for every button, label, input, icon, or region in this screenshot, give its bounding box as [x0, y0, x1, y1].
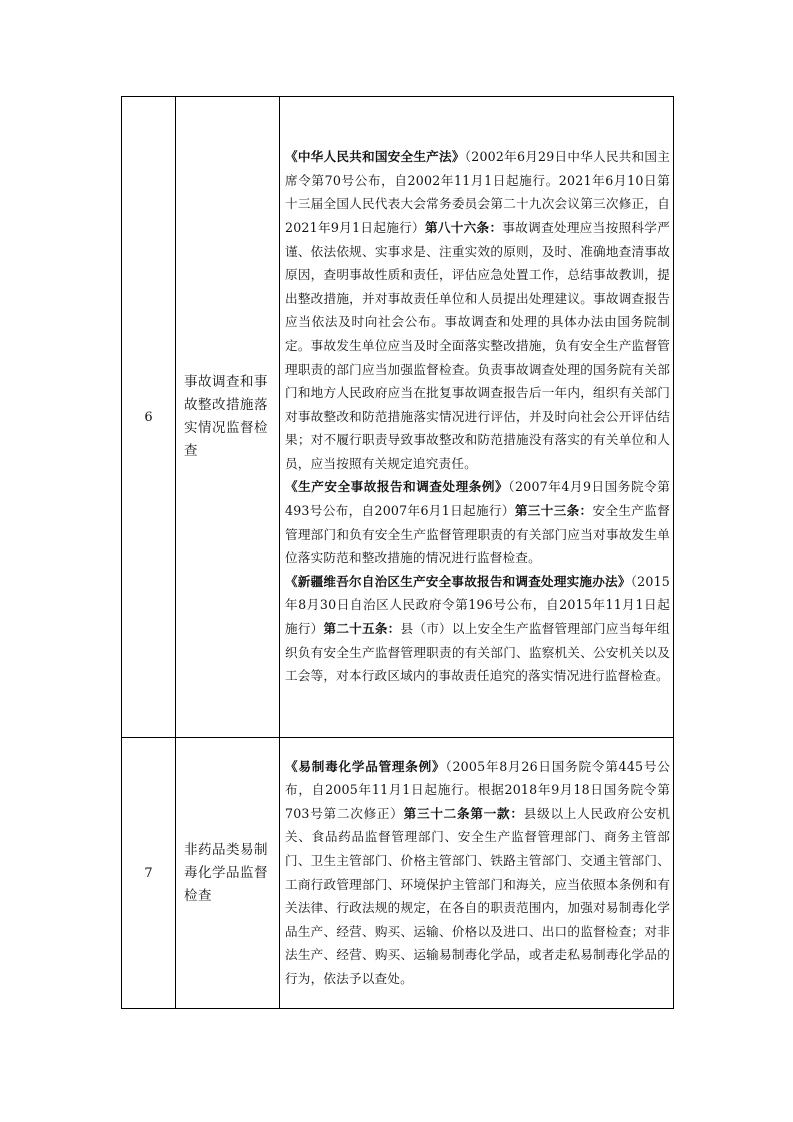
- article-text: 县（市）以上安全生产监督管理部门应当每年组织负有安全生产监督管理职责的有关部门、监察机关、公安机关以及工会等，对本行政区域内的事故责任追究的落实情况进行监督检查。: [285, 621, 671, 684]
- article-number: 第三十二条第一款：: [403, 805, 524, 821]
- law-title: 《中华人民共和国安全生产法》: [285, 149, 465, 165]
- inspection-item: 非药品类易制毒化学品监督检查: [176, 738, 280, 1009]
- law-title: 《生产安全事故报告和调查处理条例》: [285, 479, 509, 495]
- basis-paragraph: [285, 145, 670, 475]
- article-number: 第三十三条：: [514, 503, 593, 519]
- legal-basis: [280, 97, 674, 738]
- article-number: 第二十五条：: [323, 621, 401, 637]
- basis-paragraph: [285, 755, 670, 991]
- law-source: （2015年8月30日自治区人民政府令第196号公布，自2015年11月1日起施行）: [285, 573, 670, 637]
- law-source: （2007年4月9日国务院令第493号公布，自2007年6月1日起施行）: [285, 479, 670, 519]
- regulation-table: [121, 96, 674, 1009]
- row-number: 7: [122, 738, 176, 1009]
- article-number: 第八十六条：: [424, 219, 503, 235]
- law-title: 《新疆维吾尔自治区生产安全事故报告和调查处理实施办法》: [285, 573, 631, 589]
- inspection-item: 事故调查和事故整改措施落实情况监督检查: [176, 97, 280, 738]
- row-number: 6: [122, 97, 176, 738]
- law-title: 《易制毒化学品管理条例》: [285, 758, 446, 774]
- legal-basis: [280, 738, 674, 1009]
- basis-paragraph: [285, 475, 670, 569]
- table-row: [122, 738, 674, 1009]
- table-row: [122, 97, 674, 738]
- article-text: 县级以上人民政府公安机关、食品药品监督管理部门、安全生产监督管理部门、商务主管部门、卫生主管部门、价格主管部门、铁路主管部门、交通主管部门、工商行政管理部门、环境保护主管部门和海关，应当依照本条例和有关法律、行政法规的规定，在各自的职责范围内，加强对易制毒化学品生产、经营、购买、运输、价格以及进口、出口的监督检查；对非法生产、经营、购买、运输易制毒化学品，或者走私易制毒化学品的行为，依法予以查处。: [285, 805, 671, 986]
- basis-paragraph: [285, 570, 670, 688]
- article-text: 事故调查处理应当按照科学严谨、依法依规、实事求是、注重实效的原则，及时、准确地查清事故原因，查明事故性质和责任，评估应急处置工作，总结事故教训，提出整改措施，并对事故责任单位和人员提出处理建议。事故调查报告应当依法及时向社会公布。事故调查和处理的具体办法由国务院制定。事故发生单位应当及时全面落实整改措施，负有安全生产监督管理职责的部门应当加强监督检查。负责事故调查处理的国务院有关部门和地方人民政府应当在批复事故调查报告后一年内，组织有关部门对事故整改和防范措施落实情况进行评估，并及时向社会公开评估结果；对不履行职责导致事故整改和防范措施没有落实的有关单位和人员，应当按照有关规定追究责任。: [285, 219, 670, 471]
- law-source: （2005年8月26日国务院令第445号公布，自2005年11月1日起施行。根据2018年9月18日国务院令第703号第二次修正）: [285, 758, 670, 821]
- article-text: 安全生产监督管理部门和负有安全生产监督管理职责的有关部门应当对事故发生单位落实防范和整改措施的情况进行监督检查。: [285, 503, 670, 566]
- law-source: （2002年6月29日中华人民共和国主席令第70号公布，自2002年11月1日起施行。2021年6月10日第十三届全国人民代表大会常务委员会第二十九次会议第三次修正，自2021年9月1日起施行）: [285, 149, 670, 235]
